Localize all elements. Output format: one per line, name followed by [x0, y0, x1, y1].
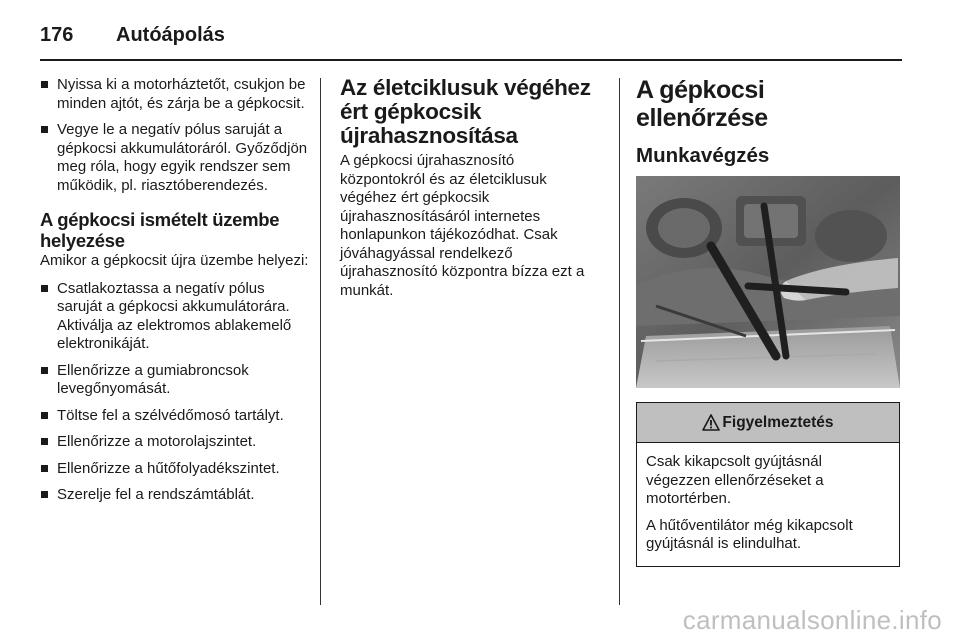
list-item: Ellenőrizze a motorolajszintet. — [40, 433, 312, 452]
warning-body — [637, 443, 899, 566]
bullet-square-icon — [41, 81, 48, 88]
warning-header — [637, 403, 899, 443]
column-3 — [636, 76, 902, 567]
list-item: Ellenőrizze a hűtőfolyadékszintet. — [40, 460, 312, 479]
list-item: Szerelje fel a rendszámtáblát. — [40, 486, 312, 505]
column-1 — [40, 76, 312, 513]
bullet-square-icon — [41, 438, 48, 445]
list-item: Töltse fel a szélvédőmosó tartályt. — [40, 407, 312, 426]
intro-bullet-list — [40, 76, 312, 195]
list-item: Vegye le a negatív pólus saruját a gépkocsi akkumulátoráról. Győződjön meg róla, hogy egyik rendszer sem működik, pl. riasztóberendezés. — [40, 121, 312, 195]
warning-triangle-icon — [702, 414, 720, 431]
bullet-square-icon — [41, 491, 48, 498]
bullet-square-icon — [41, 285, 48, 292]
bullet-square-icon — [41, 465, 48, 472]
recycling-paragraph: A gépkocsi újrahasznosító központokról és az életciklusuk végéhez ért gépkocsik újrahasznosításáról internetes honlapunkon tájékozódhat. Csak jóváhagyással rendelkező újrahasznosító központra bízza ezt a munkát. — [340, 152, 585, 299]
bullet-square-icon — [41, 367, 48, 374]
warning-box — [636, 402, 900, 567]
subheading-reactivation: A gépkocsi ismételt üzembe helyezése — [40, 209, 280, 251]
warning-title: Figyelmeztetés — [722, 413, 834, 431]
list-item: Nyissa ki a motorháztetőt, csukjon be minden ajtót, és zárja be a gépkocsit. — [40, 76, 312, 113]
page-header — [40, 20, 225, 50]
vehicle-check-heading: A gépkocsi ellenőrzése — [636, 76, 768, 132]
watermark-text: carmanualsonline.info — [682, 605, 942, 635]
recycling-heading: Az életciklusuk végéhez ért gépkocsik újrahasznosítása — [340, 75, 591, 148]
header-rule — [40, 59, 902, 61]
warning-paragraph: Csak kikapcsolt gyújtásnál végezzen ellenőrzéseket a motortérben. — [646, 453, 824, 507]
column-divider-2 — [619, 78, 620, 605]
list-item: Ellenőrizze a gumiabroncsok levegőnyomását. — [40, 362, 312, 399]
work-subheading: Munkavégzés — [636, 144, 770, 167]
list-item: Csatlakoztassa a negatív pólus saruját a gépkocsi akkumulátorára. Aktiválja az elektromos ablakemelő elektronikáját. — [40, 280, 312, 354]
reactivation-bullet-list — [40, 280, 312, 505]
engine-bay-illustration — [636, 176, 900, 388]
bullet-square-icon — [41, 412, 48, 419]
bullet-square-icon — [41, 126, 48, 133]
reactivation-intro: Amikor a gépkocsit újra üzembe helyezi: — [40, 252, 309, 269]
page-number: 176 — [40, 23, 74, 46]
section-title: Autóápolás — [116, 23, 225, 46]
warning-paragraph: A hűtőventilátor még kikapcsolt gyújtásnál is elindulhat. — [646, 516, 853, 552]
column-2 — [340, 76, 602, 309]
column-divider-1 — [320, 78, 321, 605]
